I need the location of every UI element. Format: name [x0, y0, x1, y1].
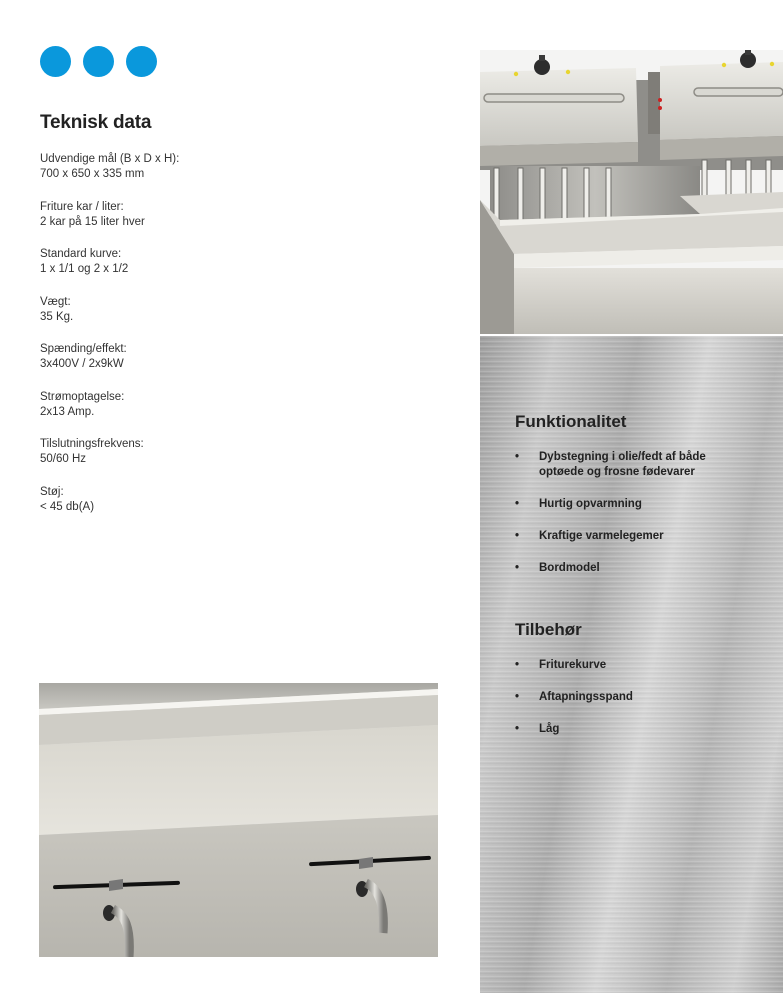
drain-taps-illustration — [39, 683, 438, 957]
item-line: Bordmodel — [539, 562, 600, 574]
spec-weight — [40, 295, 420, 325]
spec-value: 2x13 Amp. — [40, 405, 95, 418]
features-panel — [480, 336, 783, 993]
item-line: Friturekurve — [539, 659, 607, 671]
bullet-icon: • — [515, 498, 520, 510]
bullet-icon: • — [515, 530, 520, 542]
spec-value: 2 kar på 15 liter hver — [40, 215, 145, 228]
spec-noise — [40, 485, 420, 515]
spec-label: Spænding/effekt: — [40, 343, 127, 355]
item-line: Dybstegning i olie/fedt af både — [539, 451, 706, 463]
item-line: Aftapningsspand — [539, 691, 633, 703]
spec-label: Friture kar / liter: — [40, 200, 124, 213]
spec-value: 1 x 1/1 og 2 x 1/2 — [40, 263, 129, 275]
spec-tank-volume — [40, 200, 420, 230]
spec-value: 3x400V / 2x9kW — [40, 358, 124, 370]
technical-specs — [40, 152, 420, 532]
accessories-list — [515, 658, 775, 754]
spec-frequency — [40, 437, 420, 467]
item-line: Hurtig opvarmning — [539, 498, 642, 510]
item-line: Låg — [539, 723, 560, 735]
spec-current — [40, 390, 420, 420]
list-item — [515, 722, 775, 737]
spec-value: 50/60 Hz — [40, 453, 87, 465]
list-item — [515, 658, 775, 673]
list-item — [515, 450, 775, 480]
blue-dot-icon — [126, 46, 157, 77]
list-item — [515, 561, 775, 576]
spec-label: Udvendige mål (B x D x H): — [40, 153, 180, 165]
spec-label: Støj: — [40, 485, 64, 498]
spec-label: Standard kurve: — [40, 248, 122, 260]
spec-voltage-power — [40, 342, 420, 372]
decorative-dots — [40, 46, 157, 77]
item-line: Kraftige varmelegemer — [539, 530, 664, 542]
list-item — [515, 497, 775, 512]
functionality-list — [515, 450, 775, 593]
fryer-top-photo — [480, 50, 783, 334]
accessories-title: Tilbehør — [515, 620, 582, 639]
spec-value: < 45 db(A) — [40, 500, 95, 513]
spec-dimensions — [40, 152, 420, 182]
bullet-icon: • — [515, 451, 520, 463]
bullet-icon: • — [515, 659, 520, 671]
spec-value: 700 x 650 x 335 mm — [40, 168, 145, 180]
blue-dot-icon — [40, 46, 71, 77]
spec-value: 35 Kg. — [40, 310, 74, 323]
item-line: optøede og frosne fødevarer — [539, 466, 695, 478]
spec-label: Tilslutningsfrekvens: — [40, 438, 144, 450]
drain-taps-photo — [39, 683, 438, 957]
technical-data-title: Teknisk data — [40, 112, 152, 133]
spec-label: Vægt: — [40, 295, 71, 308]
list-item — [515, 690, 775, 705]
spec-baskets — [40, 247, 420, 277]
bullet-icon: • — [515, 691, 520, 703]
fryer-illustration — [480, 50, 783, 334]
bullet-icon: • — [515, 562, 520, 574]
functionality-title: Funktionalitet — [515, 412, 627, 431]
spec-label: Strømoptagelse: — [40, 390, 125, 403]
bullet-icon: • — [515, 723, 520, 735]
list-item — [515, 529, 775, 544]
blue-dot-icon — [83, 46, 114, 77]
